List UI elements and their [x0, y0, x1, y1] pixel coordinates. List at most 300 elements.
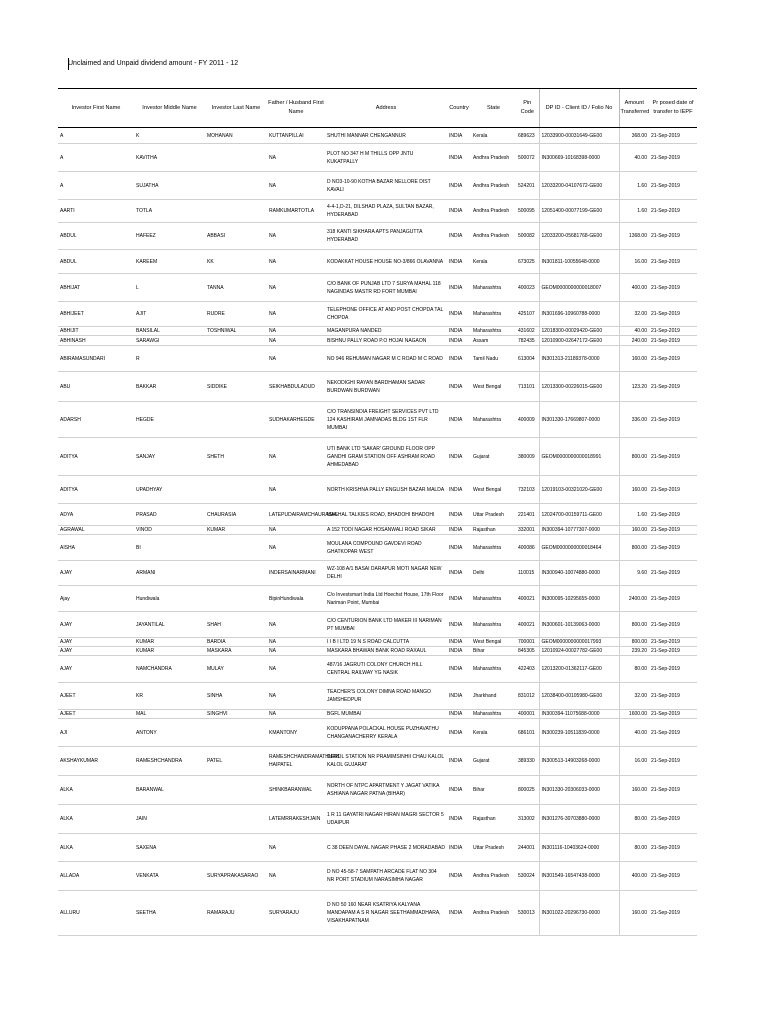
last-name-cell: ABBASI: [205, 223, 267, 250]
folio-cell: IN301276-30703880-0000: [539, 805, 619, 834]
father-name-cell: NA: [267, 172, 325, 200]
state-cell: Rajasthan: [471, 526, 516, 535]
country-cell: INDIA: [447, 834, 471, 862]
last-name-cell: [205, 776, 267, 805]
transfer-date-cell: 21-Sep-2019: [649, 561, 697, 586]
country-cell: INDIA: [447, 144, 471, 172]
middle-name-cell: BARANWAL: [134, 776, 205, 805]
country-cell: INDIA: [447, 862, 471, 891]
middle-name-cell: AJIT: [134, 302, 205, 327]
address-cell: NO 946 REHUMAN NAGAR M C ROAD M C ROAD: [325, 346, 447, 372]
address-cell: PLOT NO 347 H M THILLS OPP JNTU KUKATPALLY: [325, 144, 447, 172]
last-name-cell: CHAURASIA: [205, 504, 267, 526]
first-name-cell: AISHA: [58, 535, 134, 561]
table-row: [58, 327, 697, 336]
first-name-cell: ALLURU: [58, 891, 134, 936]
last-name-cell: MULAY: [205, 656, 267, 683]
pin-code-cell: 732103: [516, 476, 539, 504]
transfer-date-cell: 21-Sep-2019: [649, 144, 697, 172]
pin-code-cell: 689623: [516, 128, 539, 144]
middle-name-cell: MAL: [134, 710, 205, 719]
address-cell: TELEPHONE OFFICE AT AND POST CHOPDA TAL CHOPDA: [325, 302, 447, 327]
pin-code-cell: 389330: [516, 747, 539, 776]
pin-code-cell: 713101: [516, 372, 539, 402]
last-name-cell: MASKARA: [205, 647, 267, 656]
amount-cell: 1368.00: [619, 223, 649, 250]
pin-code-cell: 425107: [516, 302, 539, 327]
middle-name-cell: RAMESHCHANDRA: [134, 747, 205, 776]
address-cell: 487/16 JAGRUTI COLONY CHURCH HILL CENTRAL RAILWAY YG NASIK: [325, 656, 447, 683]
folio-cell: 12033900-00031649-GE00: [539, 128, 619, 144]
folio-cell: 12038400-00105980-GE00: [539, 683, 619, 710]
country-cell: INDIA: [447, 302, 471, 327]
middle-name-cell: VINOD: [134, 526, 205, 535]
transfer-date-cell: 21-Sep-2019: [649, 747, 697, 776]
state-cell: Bihar: [471, 776, 516, 805]
last-name-cell: KK: [205, 250, 267, 274]
last-name-cell: [205, 172, 267, 200]
table-row: [58, 891, 697, 936]
transfer-date-cell: 21-Sep-2019: [649, 327, 697, 336]
address-cell: MOULANA COMPOUND GAVDEVI ROAD GHATKOPAR WEST: [325, 535, 447, 561]
state-cell: Andhra Pradesh: [471, 223, 516, 250]
amount-cell: 1600.00: [619, 710, 649, 719]
folio-cell: 12018300-00029420-GE00: [539, 327, 619, 336]
address-cell: C/O CENTURION BANK LTD MAKER III NARIMAN PT MUMBAI: [325, 612, 447, 638]
amount-cell: 40.00: [619, 144, 649, 172]
first-name-cell: A: [58, 144, 134, 172]
pin-code-cell: 845305: [516, 647, 539, 656]
table-row: [58, 223, 697, 250]
country-cell: INDIA: [447, 172, 471, 200]
transfer-date-cell: 21-Sep-2019: [649, 438, 697, 476]
father-name-cell: NA: [267, 683, 325, 710]
pin-code-cell: 700001: [516, 638, 539, 647]
state-cell: Assam: [471, 336, 516, 346]
amount-cell: 240.00: [619, 336, 649, 346]
state-cell: Maharashtra: [471, 612, 516, 638]
address-cell: NEKODIGHI RAYAN BARDHAMAN SADAR BURDWAN BURDWAN: [325, 372, 447, 402]
table-row: [58, 683, 697, 710]
father-name-cell: NA: [267, 302, 325, 327]
folio-cell: IN300669-10168398-0000: [539, 144, 619, 172]
last-name-cell: [205, 719, 267, 747]
pin-code-cell: 530024: [516, 862, 539, 891]
state-cell: Maharashtra: [471, 535, 516, 561]
first-name-cell: ADITYA: [58, 438, 134, 476]
last-name-cell: SINGHVI: [205, 710, 267, 719]
first-name-cell: ABDUL: [58, 223, 134, 250]
folio-cell: GEOM0000000000018007: [539, 274, 619, 302]
address-cell: NORTH KRISHNA PALLY ENGLISH BAZAR MALDA: [325, 476, 447, 504]
folio-cell: GEOM0000000000018464: [539, 535, 619, 561]
amount-cell: 9.60: [619, 561, 649, 586]
transfer-date-cell: 21-Sep-2019: [649, 683, 697, 710]
header-first-name: Investor First Name: [58, 89, 134, 128]
middle-name-cell: BAKKAR: [134, 372, 205, 402]
first-name-cell: ADITYA: [58, 476, 134, 504]
state-cell: Kerala: [471, 719, 516, 747]
table-row: [58, 834, 697, 862]
address-cell: D NO 45-58-7 SAMPATH ARCADE FLAT NO 304 NR PORT STADIUM NARASIMHA NAGAR: [325, 862, 447, 891]
state-cell: Andhra Pradesh: [471, 172, 516, 200]
address-cell: DEROL STATION NR PRAMIMSINHII CHAU KALOL KALOL GUJARAT: [325, 747, 447, 776]
address-cell: C 38 DEEN DAYAL NAGAR PHASE 2 MORADABAD: [325, 834, 447, 862]
state-cell: Tamil Nadu: [471, 346, 516, 372]
last-name-cell: [205, 561, 267, 586]
pin-code-cell: 613004: [516, 346, 539, 372]
last-name-cell: MOHANAN: [205, 128, 267, 144]
first-name-cell: ABU: [58, 372, 134, 402]
amount-cell: 800.00: [619, 535, 649, 561]
father-name-cell: NA: [267, 250, 325, 274]
country-cell: INDIA: [447, 327, 471, 336]
folio-cell: 12010900-02647172-GE00: [539, 336, 619, 346]
folio-cell: IN300940-10074880-0000: [539, 561, 619, 586]
pin-code-cell: 500072: [516, 144, 539, 172]
table-row: [58, 336, 697, 346]
table-row: [58, 535, 697, 561]
pin-code-cell: 431602: [516, 327, 539, 336]
table-row: [58, 612, 697, 638]
table-row: [58, 128, 697, 144]
transfer-date-cell: 21-Sep-2019: [649, 862, 697, 891]
folio-cell: GEOM0000000000017993: [539, 638, 619, 647]
first-name-cell: AJAY: [58, 638, 134, 647]
country-cell: INDIA: [447, 223, 471, 250]
transfer-date-cell: 21-Sep-2019: [649, 200, 697, 223]
country-cell: INDIA: [447, 710, 471, 719]
state-cell: Uttar Pradesh: [471, 504, 516, 526]
folio-cell: 12013200-01362117-GE00: [539, 656, 619, 683]
state-cell: Rajasthan: [471, 805, 516, 834]
last-name-cell: BARDIA: [205, 638, 267, 647]
first-name-cell: AJAY: [58, 647, 134, 656]
folio-cell: IN300394-10777307-0000: [539, 526, 619, 535]
amount-cell: 32.00: [619, 302, 649, 327]
middle-name-cell: TOTLA: [134, 200, 205, 223]
folio-cell: IN301116-10403624-0000: [539, 834, 619, 862]
transfer-date-cell: 21-Sep-2019: [649, 647, 697, 656]
father-name-cell: NA: [267, 535, 325, 561]
first-name-cell: ABHIJEET: [58, 302, 134, 327]
last-name-cell: SHETH: [205, 438, 267, 476]
state-cell: West Bengal: [471, 372, 516, 402]
first-name-cell: A: [58, 128, 134, 144]
header-folio: DP ID - Client ID / Folio No: [539, 89, 619, 128]
folio-cell: IN300239-10511839-0000: [539, 719, 619, 747]
father-name-cell: NA: [267, 638, 325, 647]
first-name-cell: ALLADA: [58, 862, 134, 891]
first-name-cell: ADYA: [58, 504, 134, 526]
last-name-cell: [205, 144, 267, 172]
transfer-date-cell: 21-Sep-2019: [649, 719, 697, 747]
transfer-date-cell: 21-Sep-2019: [649, 336, 697, 346]
middle-name-cell: KUMAR: [134, 638, 205, 647]
country-cell: INDIA: [447, 891, 471, 936]
last-name-cell: PATEL: [205, 747, 267, 776]
father-name-cell: INDERSAINARMANI: [267, 561, 325, 586]
pin-code-cell: 400021: [516, 586, 539, 612]
state-cell: West Bengal: [471, 638, 516, 647]
table-row: [58, 586, 697, 612]
last-name-cell: [205, 535, 267, 561]
amount-cell: 32.00: [619, 683, 649, 710]
address-cell: TEACHER'S COLONY DIMNA ROAD MANGO JAMSHEDPUR: [325, 683, 447, 710]
last-name-cell: RAMARAJU: [205, 891, 267, 936]
first-name-cell: ADARSH: [58, 402, 134, 438]
amount-cell: 123.20: [619, 372, 649, 402]
pin-code-cell: 530013: [516, 891, 539, 936]
father-name-cell: RAMESHCHANDRAMATHURB HAIPATEL: [267, 747, 325, 776]
table-row: [58, 776, 697, 805]
father-name-cell: NA: [267, 274, 325, 302]
amount-cell: 80.00: [619, 834, 649, 862]
country-cell: INDIA: [447, 504, 471, 526]
folio-cell: 12010924-00027782-GE00: [539, 647, 619, 656]
amount-cell: 80.00: [619, 805, 649, 834]
transfer-date-cell: 21-Sep-2019: [649, 476, 697, 504]
country-cell: INDIA: [447, 776, 471, 805]
last-name-cell: [205, 476, 267, 504]
amount-cell: 2400.00: [619, 586, 649, 612]
middle-name-cell: SARAWGI: [134, 336, 205, 346]
country-cell: INDIA: [447, 250, 471, 274]
state-cell: Gujarat: [471, 747, 516, 776]
pin-code-cell: 500095: [516, 200, 539, 223]
address-cell: UTI BANK LTD 'SAKAR' GROUND FLOOR OPP GANDHI GRAM STATION OFF ASHRAM ROAD AHMEDABAD: [325, 438, 447, 476]
state-cell: Maharashtra: [471, 327, 516, 336]
middle-name-cell: ARMANI: [134, 561, 205, 586]
address-cell: 4-4-1,D-21, DILSHAD PLAZA, SULTAN BAZAR, HYDERABAD: [325, 200, 447, 223]
last-name-cell: SINHA: [205, 683, 267, 710]
last-name-cell: [205, 402, 267, 438]
folio-cell: IN301811-10055648-0000: [539, 250, 619, 274]
folio-cell: IN301313-21189378-0000: [539, 346, 619, 372]
address-cell: MASHAL TALKIES ROAD, BHADOHI BHADOHI: [325, 504, 447, 526]
header-address: Address: [325, 89, 447, 128]
middle-name-cell: ANTONY: [134, 719, 205, 747]
first-name-cell: AJEET: [58, 710, 134, 719]
father-name-cell: LATEMRRAKESHJAIN: [267, 805, 325, 834]
table-row: [58, 710, 697, 719]
header-country: Country: [447, 89, 471, 128]
father-name-cell: NA: [267, 223, 325, 250]
folio-cell: 12013300-00226015-GE00: [539, 372, 619, 402]
pin-code-cell: 686101: [516, 719, 539, 747]
address-cell: MASKARA BHAWAN BANK ROAD RAXAUL: [325, 647, 447, 656]
country-cell: INDIA: [447, 719, 471, 747]
first-name-cell: ALKA: [58, 805, 134, 834]
pin-code-cell: 524201: [516, 172, 539, 200]
father-name-cell: NA: [267, 438, 325, 476]
last-name-cell: [205, 805, 267, 834]
pin-code-cell: 673025: [516, 250, 539, 274]
state-cell: Gujarat: [471, 438, 516, 476]
state-cell: Maharashtra: [471, 586, 516, 612]
father-name-cell: NA: [267, 476, 325, 504]
father-name-cell: SUDHAKARHEGDE: [267, 402, 325, 438]
state-cell: Andhra Pradesh: [471, 891, 516, 936]
pin-code-cell: 422403: [516, 656, 539, 683]
table-row: [58, 747, 697, 776]
transfer-date-cell: 21-Sep-2019: [649, 586, 697, 612]
header-pin-code: Pin Code: [516, 89, 539, 128]
middle-name-cell: SUJATHA: [134, 172, 205, 200]
first-name-cell: A: [58, 172, 134, 200]
first-name-cell: Ajay: [58, 586, 134, 612]
amount-cell: 80.00: [619, 656, 649, 683]
table-body: [58, 128, 697, 936]
folio-cell: 12019103-00321020-GE00: [539, 476, 619, 504]
address-cell: SHUTHI MANNAR CHENGANNUR: [325, 128, 447, 144]
table-row: [58, 346, 697, 372]
amount-cell: 336.00: [619, 402, 649, 438]
first-name-cell: ABHIJAT: [58, 274, 134, 302]
table-row: [58, 647, 697, 656]
last-name-cell: KUMAR: [205, 526, 267, 535]
amount-cell: 40.00: [619, 327, 649, 336]
father-name-cell: SURYARAJU: [267, 891, 325, 936]
father-name-cell: RAMKUMARTOTLA: [267, 200, 325, 223]
state-cell: Maharashtra: [471, 402, 516, 438]
state-cell: Maharashtra: [471, 656, 516, 683]
amount-cell: 368.00: [619, 128, 649, 144]
country-cell: INDIA: [447, 128, 471, 144]
amount-cell: 400.00: [619, 274, 649, 302]
table-row: [58, 144, 697, 172]
country-cell: INDIA: [447, 200, 471, 223]
amount-cell: 160.00: [619, 476, 649, 504]
state-cell: Bihar: [471, 647, 516, 656]
header-transfer-date: Pr posed date of transfer to IEPF: [649, 89, 697, 128]
folio-cell: IN301330-17669807-0000: [539, 402, 619, 438]
address-cell: NORTH OF NTPC APARTMENT Y JAGAT VATIKA ASHIANA NAGAR PATNA (BIHAR): [325, 776, 447, 805]
folio-cell: IN300601-10139063-0000: [539, 612, 619, 638]
last-name-cell: SURYAPRAKASARAO: [205, 862, 267, 891]
last-name-cell: [205, 346, 267, 372]
folio-cell: IN300095-10295655-0000: [539, 586, 619, 612]
address-cell: I I B I LTD 19 N S ROAD CALCUTTA: [325, 638, 447, 647]
country-cell: INDIA: [447, 346, 471, 372]
table-row: [58, 302, 697, 327]
middle-name-cell: BANSILAL: [134, 327, 205, 336]
amount-cell: 40.00: [619, 719, 649, 747]
first-name-cell: AGRAWAL: [58, 526, 134, 535]
transfer-date-cell: 21-Sep-2019: [649, 612, 697, 638]
middle-name-cell: SEETHA: [134, 891, 205, 936]
country-cell: INDIA: [447, 561, 471, 586]
country-cell: INDIA: [447, 274, 471, 302]
state-cell: Uttar Pradesh: [471, 834, 516, 862]
pin-code-cell: 110015: [516, 561, 539, 586]
transfer-date-cell: 21-Sep-2019: [649, 535, 697, 561]
father-name-cell: LATEPUDAIRAMCHAURASIA: [267, 504, 325, 526]
first-name-cell: ALKA: [58, 776, 134, 805]
amount-cell: 239.20: [619, 647, 649, 656]
address-cell: C/O BANK OF PUNJAB LTD 7 SURYA MAHAL 118 NAGINDAS MASTR RD FORT MUMBAI: [325, 274, 447, 302]
state-cell: Maharashtra: [471, 710, 516, 719]
middle-name-cell: KAVITHA: [134, 144, 205, 172]
header-last-name: Investor Last Name: [205, 89, 267, 128]
pin-code-cell: 400021: [516, 612, 539, 638]
amount-cell: 160.00: [619, 776, 649, 805]
first-name-cell: AARTI: [58, 200, 134, 223]
state-cell: Kerala: [471, 250, 516, 274]
table-row: [58, 656, 697, 683]
middle-name-cell: SAXENA: [134, 834, 205, 862]
address-cell: MAGANPURA NANDED: [325, 327, 447, 336]
last-name-cell: SIDDIKE: [205, 372, 267, 402]
last-name-cell: TOSHNIWAL: [205, 327, 267, 336]
transfer-date-cell: 21-Sep-2019: [649, 346, 697, 372]
father-name-cell: NA: [267, 346, 325, 372]
middle-name-cell: BI: [134, 535, 205, 561]
folio-cell: 12024700-00159711-GE00: [539, 504, 619, 526]
middle-name-cell: KR: [134, 683, 205, 710]
pin-code-cell: 782435: [516, 336, 539, 346]
amount-cell: 160.00: [619, 346, 649, 372]
father-name-cell: KUTTANPILLAI: [267, 128, 325, 144]
father-name-cell: BipinHundiwala: [267, 586, 325, 612]
last-name-cell: SHAH: [205, 612, 267, 638]
middle-name-cell: SANJAY: [134, 438, 205, 476]
first-name-cell: AJAY: [58, 656, 134, 683]
middle-name-cell: KUMAR: [134, 647, 205, 656]
address-cell: D NO 50 160 NEAR KSATRIYA KALYANA MANDAPAM A S R NAGAR SEETHAMMADHARA, VISAKHAPATNAM: [325, 891, 447, 936]
table-row: [58, 805, 697, 834]
first-name-cell: ABDUL: [58, 250, 134, 274]
table-row: [58, 719, 697, 747]
middle-name-cell: HEGDE: [134, 402, 205, 438]
middle-name-cell: VENKATA: [134, 862, 205, 891]
state-cell: Andhra Pradesh: [471, 144, 516, 172]
pin-code-cell: 400086: [516, 535, 539, 561]
table-header: [58, 89, 697, 128]
pin-code-cell: 831012: [516, 683, 539, 710]
country-cell: INDIA: [447, 438, 471, 476]
state-cell: West Bengal: [471, 476, 516, 504]
state-cell: Maharashtra: [471, 302, 516, 327]
last-name-cell: [205, 834, 267, 862]
transfer-date-cell: 21-Sep-2019: [649, 250, 697, 274]
middle-name-cell: Hundiwala: [134, 586, 205, 612]
first-name-cell: AJAY: [58, 561, 134, 586]
transfer-date-cell: 21-Sep-2019: [649, 372, 697, 402]
state-cell: Delhi: [471, 561, 516, 586]
transfer-date-cell: 21-Sep-2019: [649, 402, 697, 438]
transfer-date-cell: 21-Sep-2019: [649, 638, 697, 647]
dividend-table: [58, 88, 697, 936]
folio-cell: 12033200-04107672-GE00: [539, 172, 619, 200]
country-cell: INDIA: [447, 656, 471, 683]
address-cell: BGFL MUMBAI: [325, 710, 447, 719]
last-name-cell: [205, 586, 267, 612]
table-row: [58, 438, 697, 476]
transfer-date-cell: 21-Sep-2019: [649, 223, 697, 250]
address-cell: A 152 TODI NAGAR HOSANWALI ROAD SIKAR: [325, 526, 447, 535]
amount-cell: 400.00: [619, 862, 649, 891]
father-name-cell: KMANTONY: [267, 719, 325, 747]
middle-name-cell: PRASAD: [134, 504, 205, 526]
transfer-date-cell: 21-Sep-2019: [649, 891, 697, 936]
amount-cell: 1.60: [619, 172, 649, 200]
country-cell: INDIA: [447, 683, 471, 710]
father-name-cell: SEIKHABDULADUD: [267, 372, 325, 402]
country-cell: INDIA: [447, 586, 471, 612]
amount-cell: 16.00: [619, 747, 649, 776]
table-row: [58, 561, 697, 586]
